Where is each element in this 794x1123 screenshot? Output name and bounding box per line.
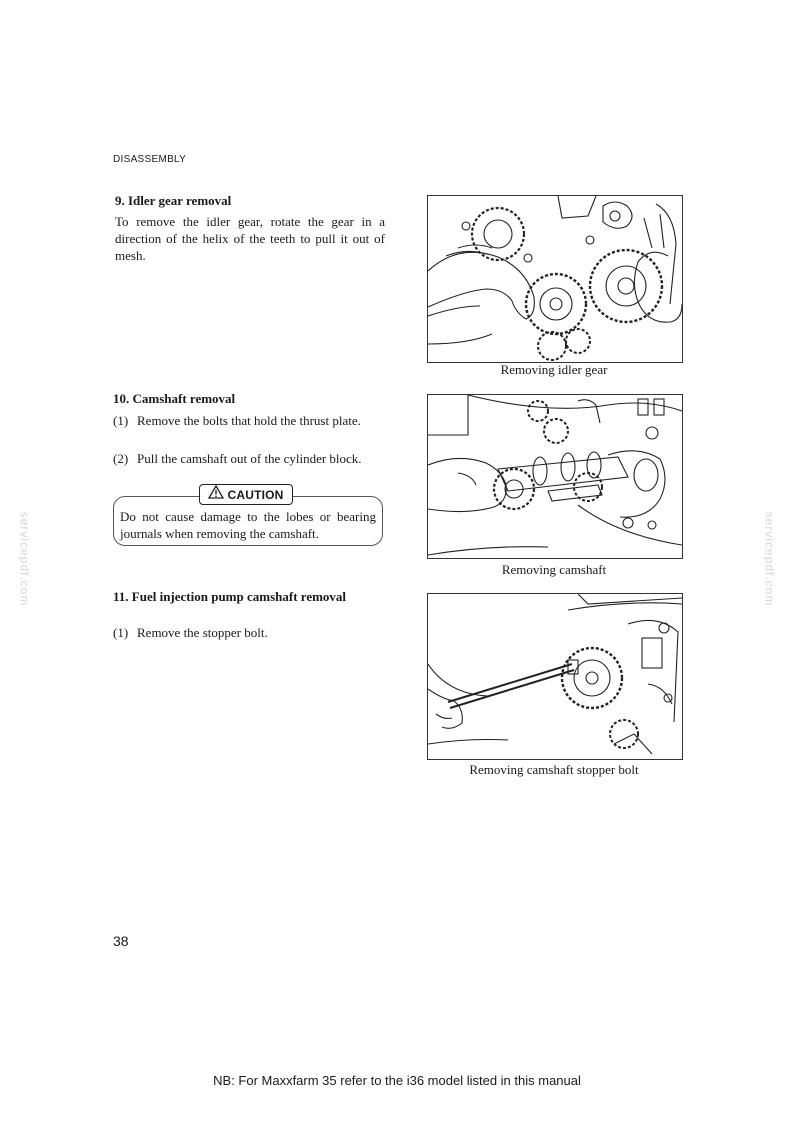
page-number: 38 [113, 933, 129, 949]
step-number: (1) [113, 413, 129, 428]
stopper-bolt-illustration [428, 594, 682, 759]
section-header: DISASSEMBLY [113, 154, 187, 165]
figure-1-caption: Removing idler gear [500, 362, 608, 377]
section-10-step-2 [113, 450, 381, 484]
watermark-right: servicepdf.com [762, 511, 777, 607]
section-11-step-1 [113, 624, 381, 641]
figure-idler-gear [427, 195, 683, 363]
step-text: Pull the camshaft out of the cylinder block. [137, 451, 362, 466]
idler-gear-illustration [428, 196, 682, 362]
footer-note: NB: For Maxxfarm 35 refer to the i36 model listed in this manual [213, 1073, 581, 1088]
caution-badge [199, 484, 293, 505]
section-10-step-1 [113, 412, 381, 446]
camshaft-illustration [428, 395, 682, 558]
section-9-text: To remove the idler gear, rotate the gear in a direction of the helix of the teeth to pull it out of mesh. [115, 214, 385, 263]
section-11-heading: 11. Fuel injection pump camshaft removal [113, 589, 347, 604]
step-text: Remove the stopper bolt. [137, 625, 268, 640]
caution-text: Do not cause damage to the lobes or bearing journals when removing the camshaft. [120, 509, 376, 541]
caution-label: CAUTION [227, 487, 284, 502]
step-number: (1) [113, 625, 129, 640]
figure-3-caption: Removing camshaft stopper bolt [469, 762, 639, 777]
watermark-left: servicepdf.com [17, 511, 32, 607]
warning-triangle-icon [208, 485, 224, 504]
step-number: (2) [113, 451, 129, 466]
section-10-heading: 10. Camshaft removal [113, 391, 236, 406]
figure-camshaft [427, 394, 683, 559]
figure-2-caption: Removing camshaft [501, 562, 607, 577]
step-text: Remove the bolts that hold the thrust plate. [137, 413, 361, 428]
section-9-heading: 9. Idler gear removal [115, 193, 232, 208]
figure-stopper-bolt [427, 593, 683, 760]
